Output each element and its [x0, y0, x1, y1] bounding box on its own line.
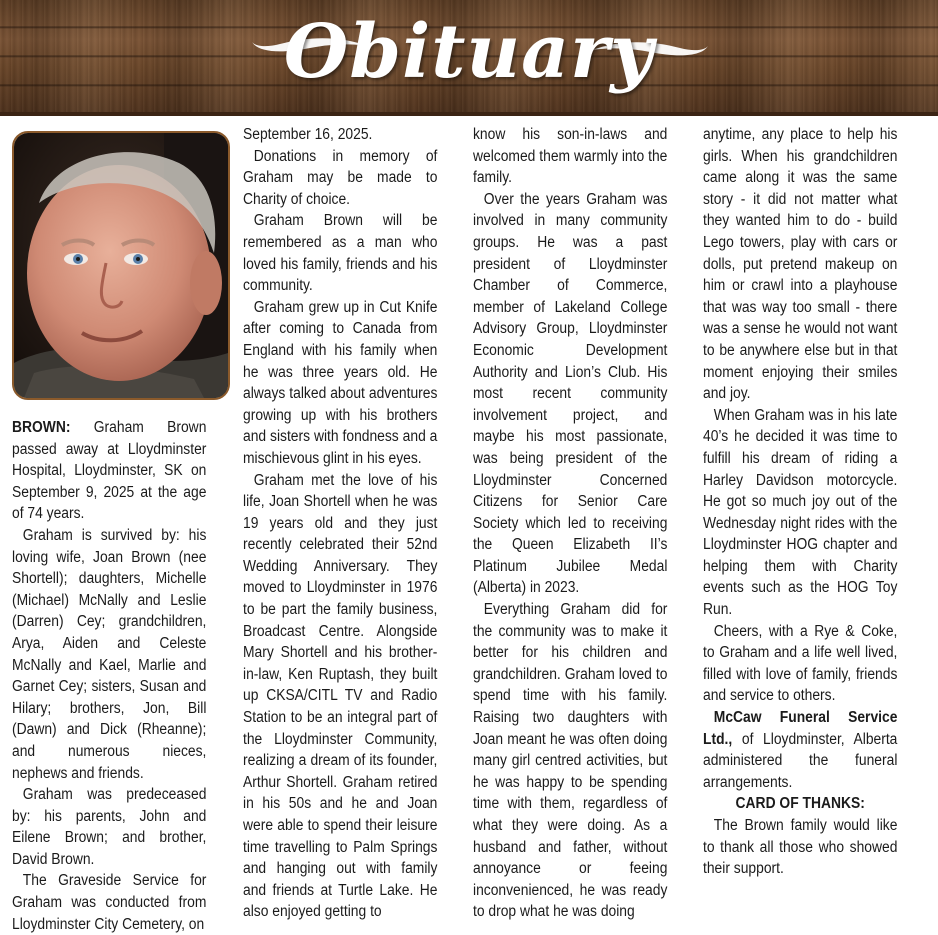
funeral-home-name: McCaw Funeral Service Ltd.,: [703, 709, 898, 748]
remembered-paragraph: Graham Brown will be remembered as a man who loved his family, friends and his community.: [243, 212, 438, 295]
early-life-paragraph: Graham grew up in Cut Knife after coming to Canada from England with his family when he was three years old. He always talked about adventures growing up with his brothers and sisters with fondness and a mischievous glint in his eyes.: [243, 298, 438, 467]
obituary-column-3: [473, 124, 667, 923]
community-paragraph: Over the years Graham was involved in many community groups. He was a past president of Lloydminster Chamber of Commerce, member of Lakeland College Advisory Group, Lloydminster Economic Development Authority and Lion’s Club. His most recent community involvement project, and maybe his most passionate, was being president of the Lloydminster Concerned Citizens for Senior Care Society which led to receiving the Queen Elizabeth II’s Platinum Jubilee Medal (Alberta) in 2023.: [473, 190, 668, 597]
family-paragraph: Everything Graham did for the community was to make it better for his children and grandchildren. Graham loved to spend time with his family. Raising two daughters with Joan meant he was often doing many girl centred activities, but he was happy to be spending time with them, regardless of what they were doing. As a husband and father, without annoyance or feeing inconvenienced, he was ready to drop what he was doing: [473, 601, 668, 921]
banner-title: Obituary: [283, 9, 655, 95]
card-of-thanks-text: The Brown family would like to thank all those who showed their support.: [703, 817, 898, 878]
son-in-laws-text: know his son-in-laws and welcomed them warmly into the family.: [473, 126, 668, 187]
grandchildren-paragraph: anytime, any place to help his girls. When his grandchildren came along it was the same story - it did not matter what they wanted him to do - build Lego towers, play with cars or dolls, put pretend makeup on him or crawl into a playhouse that was way too small - there was a sense he would not want to be anywhere else but in that moment enjoying their smiles and joy.: [703, 126, 898, 403]
obituary-column-1: [12, 417, 206, 935]
portrait-illustration: [14, 133, 228, 398]
cheers-paragraph: Cheers, with a Rye & Coke, to Graham and a life well lived, filled with love of family, friends and service to others.: [703, 622, 898, 705]
funeral-home-text: of Lloydminster, Alberta administered the funeral arrangements.: [703, 730, 898, 791]
survived-by-paragraph: Graham is survived by: his loving wife, Joan Brown (nee Shortell); daughters, Michelle (Michael) McNally and Leslie (Darren) Cey; grandchildren, Arya, Aiden and Celeste McNally and Kael, Marlie and Garnet Cey; sisters, Susan and Hilary; brothers, Jon, Bill (Dawn) and Dick (Rheanne); and numerous nieces, nephews and friends.: [12, 526, 207, 782]
predeceased-paragraph: Graham was predeceased by: his parents, John and Eilene Brown; and brother, David Brown.: [12, 786, 207, 868]
portrait-photo: [12, 131, 230, 400]
obituary-lead-paragraph: [12, 417, 206, 525]
service-date-text: September 16, 2025.: [243, 126, 373, 143]
card-of-thanks-heading: CARD OF THANKS:: [735, 795, 865, 813]
harley-paragraph: When Graham was in his late 40’s he decided it was time to fulfill his dream of riding a Harley Davidson motorcycle. He got so much joy out of the Wednesday night rides with the Lloydminster HOG chapter and helping them with Charity events such as the HOG Toy Run.: [703, 406, 898, 619]
obituary-banner: [0, 0, 938, 116]
deceased-surname: BROWN:: [12, 419, 71, 436]
funeral-home-paragraph: [703, 707, 897, 793]
marriage-career-paragraph: Graham met the love of his life, Joan Shortell when he was 19 years old and they just recently celebrated their 52nd Wedding Anniversary. They moved to Lloydminster in 1976 to be part the family business, Broadcast Centre. Alongside Mary Shortell and his brother-in-law, Ken Ruptash, they built up CKSA/CITL TV and Radio Station to be an integral part of the Lloydminster Community, realizing a dream of its founder, Arthur Shortell. Graham retired in his 50s and he and Joan were able to spend their leisure time travelling to Palm Springs and hanging out with family and friends at Turtle Lake. He also enjoyed getting to: [243, 471, 438, 921]
graveside-paragraph: The Graveside Service for Graham was conducted from Lloydminster City Cemetery, on: [12, 872, 207, 933]
donations-paragraph: Donations in memory of Graham may be made to Charity of choice.: [243, 147, 438, 208]
obituary-column-4: [703, 124, 897, 880]
lead-text: Graham Brown passed away at Lloydminster Hospital, Lloydminster, SK on September 9, 2025 at the age of 74 years.: [12, 419, 207, 523]
obituary-column-2: [243, 124, 437, 923]
